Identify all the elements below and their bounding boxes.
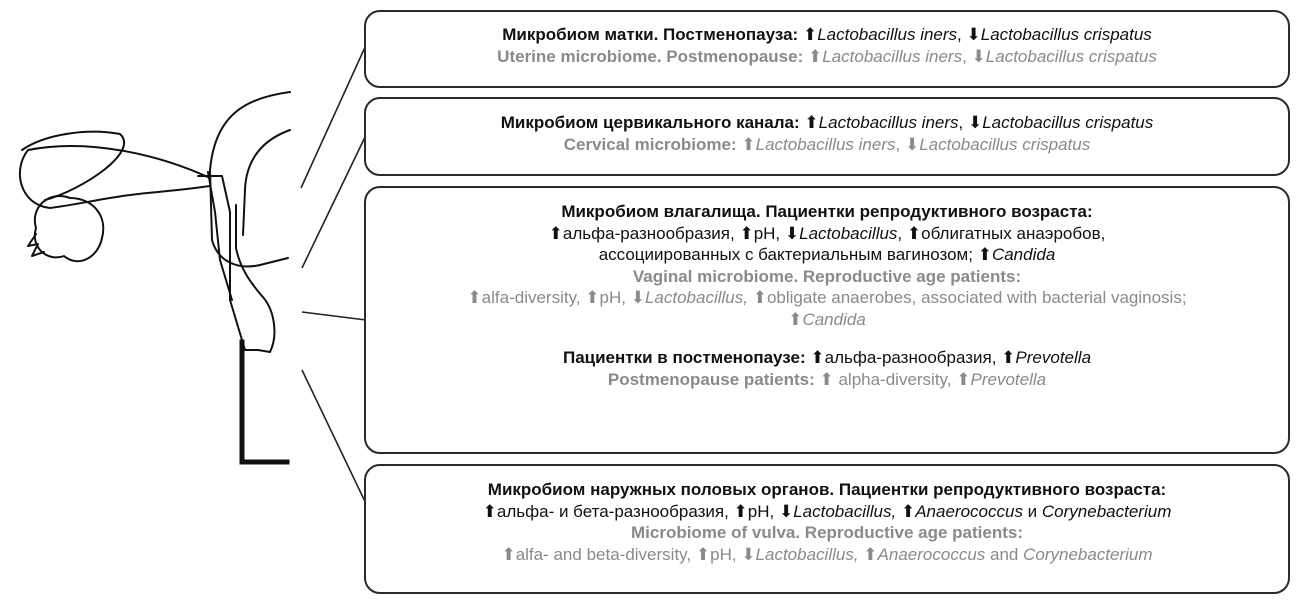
- arrow-up-icon: ⬆: [906, 223, 922, 243]
- separator: ,: [958, 113, 968, 132]
- arrow-up-icon: ⬆: [548, 223, 563, 243]
- vaginal-ru-line-2: [366, 223, 1288, 245]
- vulva-ru-lactobacillus: Lactobacillus,: [793, 501, 897, 521]
- arrow-up-icon: ⬆: [900, 501, 916, 521]
- postmenopause-en-prevotella: Prevotella: [970, 369, 1047, 389]
- fallopian-tube-inner: [22, 132, 124, 200]
- arrow-up-icon: ⬆: [788, 309, 803, 329]
- connector-vulva: [302, 370, 370, 512]
- connector-vaginal: [302, 312, 366, 320]
- arrow-down-icon: ⬇: [630, 288, 645, 307]
- arrow-up-icon: ⬆: [467, 288, 482, 307]
- vulva-ru-line-2: [366, 501, 1288, 523]
- vulva-en-anaerococcus: Anaerococcus: [877, 544, 986, 564]
- arrow-up-icon: ⬆: [977, 245, 992, 264]
- arrow-up-icon: ⬆: [739, 223, 754, 243]
- uterine-ru-species-1: Lactobacillus iners: [817, 25, 958, 44]
- vulva-ru-anaerococcus: Anaerococcus: [915, 501, 1023, 521]
- vaginal-en-ph: pH,: [599, 288, 631, 307]
- arrow-up-icon: ⬆: [956, 369, 971, 389]
- postmenopause-en-title: Postmenopause patients:: [607, 369, 815, 389]
- arrow-up-icon: ⬆: [752, 288, 767, 307]
- uterine-en-species-1: Lactobacillus iners: [822, 46, 963, 66]
- conjunction: and: [985, 544, 1024, 564]
- vaginal-ru-candida: Candida: [991, 245, 1056, 264]
- cervical-microbiome-box: [364, 97, 1290, 176]
- cervical-ru-line: [366, 112, 1288, 134]
- vulva-en-lactobacillus: Lactobacillus,: [755, 544, 859, 564]
- connector-cervical: [302, 135, 366, 268]
- postmenopause-ru-alpha: альфа-разнообразия,: [824, 348, 1002, 367]
- postmenopause-en-alpha: alpha-diversity,: [833, 369, 957, 389]
- vulva-en-ph: pH,: [710, 544, 742, 564]
- uterine-ru-title: Микробиом матки. Постменопауза:: [502, 25, 799, 44]
- vaginal-ru-associated: ассоциированных с бактериальным вагинозом;: [598, 245, 978, 264]
- arrow-up-icon: ⬆: [810, 348, 825, 367]
- uterine-en-title: Uterine microbiome. Postmenopause:: [497, 46, 804, 66]
- separator: ,: [957, 25, 967, 44]
- arrow-down-icon: ⬇: [966, 25, 981, 44]
- vaginal-en-alpha: alfa-diversity,: [481, 288, 586, 307]
- vaginal-ru-title: Микробиом влагалища. Пациентки репродуктивного возраста:: [561, 202, 1093, 221]
- vaginal-en-line-2: [366, 287, 1288, 309]
- vulva-en-line-2: [366, 544, 1288, 566]
- vaginal-ru-anaerobes: облигатных анаэробов,: [921, 223, 1106, 243]
- separator: ,: [895, 134, 905, 154]
- cervical-en-line: [366, 134, 1288, 156]
- vaginal-microbiome-box: [364, 186, 1290, 454]
- conjunction: и: [1022, 501, 1042, 521]
- uterine-microbiome-box: [364, 10, 1290, 88]
- vulva-ru-ph: pH,: [747, 501, 779, 521]
- vaginal-en-lactobacillus: Lactobacillus,: [644, 288, 748, 307]
- cervical-ru-species-2: Lactobacillus crispatus: [982, 113, 1154, 132]
- arrow-down-icon: ⬇: [778, 501, 794, 521]
- cervical-ru-title: Микробиом цервикального канала:: [500, 113, 800, 132]
- arrow-down-icon: ⬇: [971, 46, 986, 66]
- vaginal-en-candida: Candida: [802, 309, 866, 329]
- vaginal-en-anaerobes: obligate anaerobes, associated with bacterial vaginosis;: [766, 288, 1187, 307]
- vaginal-ru-line-3: [366, 244, 1288, 266]
- arrow-down-icon: ⬇: [967, 113, 983, 132]
- vaginal-en-line-3: [366, 309, 1288, 331]
- vaginal-ru-alpha: альфа-разнообразия,: [562, 223, 740, 243]
- postmenopause-ru-prevotella: Prevotella: [1015, 348, 1092, 367]
- arrow-up-icon: ⬆: [733, 501, 748, 521]
- uterine-en-line: [366, 46, 1288, 68]
- arrow-up-icon: ⬆: [482, 501, 497, 521]
- arrow-up-icon: ⬆: [807, 46, 823, 66]
- vulva-en-title: Microbiome of vulva. Reproductive age patients:: [630, 523, 1024, 542]
- vulva-ru-corynebacterium: Corynebacterium: [1041, 501, 1172, 521]
- vulva-ru-title: Микробиом наружных половых органов. Пациентки репродуктивного возраста:: [487, 480, 1167, 499]
- fimbriae: [28, 234, 44, 256]
- postmenopause-ru-title: Пациентки в постменопаузе:: [562, 348, 806, 367]
- arrow-up-icon: ⬆: [501, 544, 516, 564]
- cervical-en-species-1: Lactobacillus iners: [755, 134, 896, 154]
- postmenopause-ru-line: [366, 347, 1288, 369]
- vaginal-ru-lactobacillus: Lactobacillus: [799, 223, 898, 243]
- separator: ,: [962, 46, 972, 66]
- uterine-ru-line: [366, 24, 1288, 46]
- uterine-ru-species-2: Lactobacillus crispatus: [980, 25, 1152, 44]
- cervical-en-title: Cervical microbiome:: [563, 134, 737, 154]
- vaginal-ru-ph: pH,: [753, 223, 785, 243]
- vaginal-canal: [242, 342, 287, 462]
- vulva-en-diversity: alfa- and beta-diversity,: [515, 544, 696, 564]
- arrow-down-icon: ⬇: [784, 223, 800, 243]
- arrow-down-icon: ⬇: [904, 134, 920, 154]
- arrow-up-icon: ⬆: [863, 544, 878, 564]
- arrow-up-icon: ⬆: [695, 544, 711, 564]
- arrow-up-icon: ⬆: [804, 113, 819, 132]
- cervical-ru-species-1: Lactobacillus iners: [818, 113, 959, 132]
- separator: ,: [897, 223, 907, 243]
- vulva-ru-diversity: альфа- и бета-разнообразия,: [496, 501, 734, 521]
- uterus-inner-outline: [243, 130, 290, 235]
- arrow-up-icon: ⬆: [741, 134, 756, 154]
- arrow-up-icon: ⬆: [1001, 348, 1016, 367]
- vulva-en-corynebacterium: Corynebacterium: [1023, 544, 1153, 564]
- vaginal-en-title: Vaginal microbiome. Reproductive age patients:: [632, 266, 1022, 286]
- arrow-up-icon: ⬆: [819, 369, 834, 389]
- cervical-en-species-2: Lactobacillus crispatus: [919, 134, 1091, 154]
- postmenopause-en-line: [366, 369, 1288, 391]
- uterine-en-species-2: Lactobacillus crispatus: [985, 46, 1157, 66]
- arrow-down-icon: ⬇: [741, 544, 756, 564]
- section-gap: [366, 330, 1288, 347]
- arrow-up-icon: ⬆: [802, 25, 818, 44]
- vulva-microbiome-box: [364, 464, 1290, 594]
- connector-uterine: [301, 45, 366, 188]
- arrow-up-icon: ⬆: [585, 288, 600, 307]
